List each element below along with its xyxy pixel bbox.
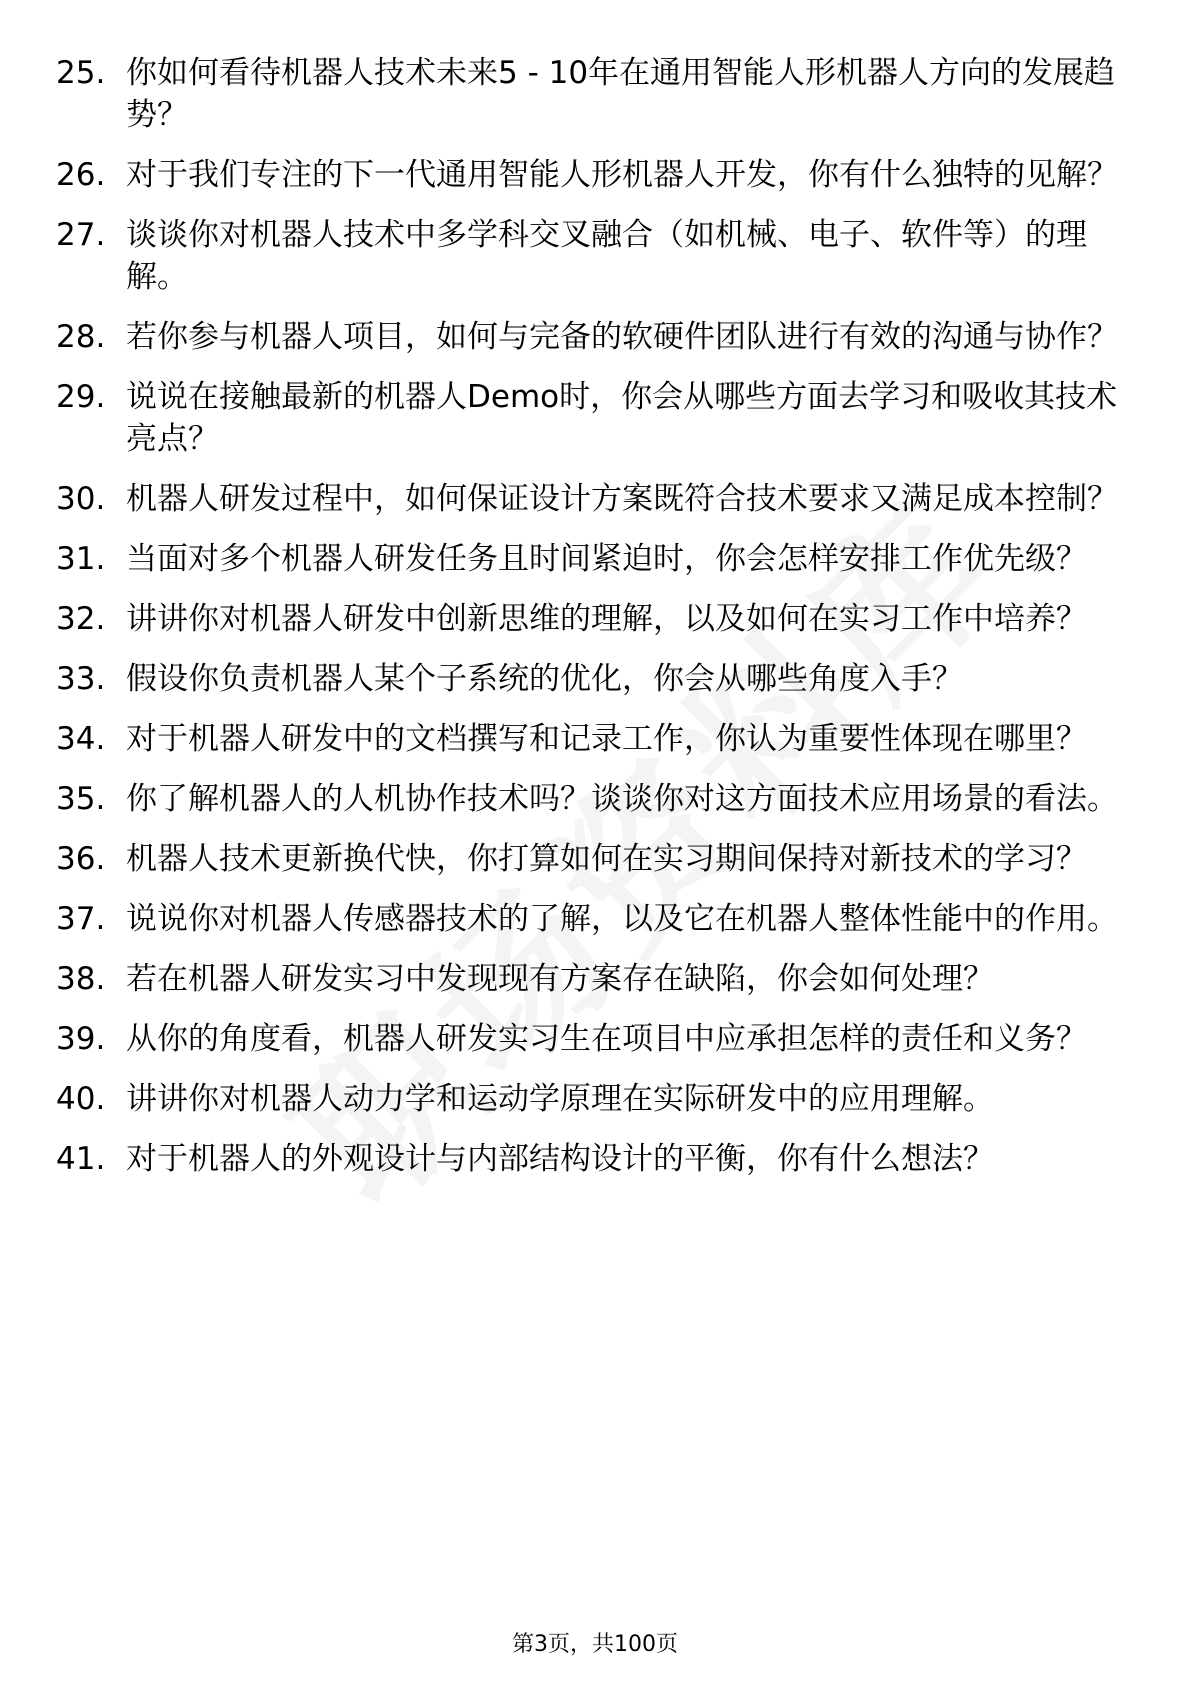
question-text: 你如何看待机器人技术未来5 - 10年在通用智能人形机器人方向的发展趋势？ [126, 55, 1116, 133]
list-item [56, 1078, 1136, 1120]
question-text: 假设你负责机器人某个子系统的优化，你会从哪些角度入手？ [126, 661, 963, 697]
question-text: 若在机器人研发实习中发现现有方案存在缺陷，你会如何处理？ [126, 961, 994, 997]
page-footer: 第3页，共100页 [512, 1632, 678, 1657]
list-item [56, 478, 1136, 520]
question-number: 34. [56, 721, 106, 757]
list-item [56, 778, 1136, 820]
list-item [56, 718, 1136, 760]
question-text: 谈谈你对机器人技术中多学科交叉融合（如机械、电子、软件等）的理解。 [126, 217, 1087, 295]
question-text: 从你的角度看，机器人研发实习生在项目中应承担怎样的责任和义务？ [126, 1021, 1087, 1057]
question-number: 41. [56, 1141, 106, 1177]
question-text: 讲讲你对机器人动力学和运动学原理在实际研发中的应用理解。 [126, 1081, 994, 1117]
list-item [56, 214, 1136, 298]
question-number: 26. [56, 157, 106, 193]
question-number: 31. [56, 541, 106, 577]
question-text: 若你参与机器人项目，如何与完备的软硬件团队进行有效的沟通与协作？ [126, 319, 1118, 355]
list-item [56, 538, 1136, 580]
list-item [56, 1138, 1136, 1180]
list-item [56, 958, 1136, 1000]
question-text: 对于我们专注的下一代通用智能人形机器人开发，你有什么独特的见解？ [126, 157, 1118, 193]
question-number: 29. [56, 379, 106, 415]
list-item [56, 154, 1136, 196]
list-item [56, 838, 1136, 880]
question-text: 对于机器人研发中的文档撰写和记录工作，你认为重要性体现在哪里？ [126, 721, 1087, 757]
question-number: 33. [56, 661, 106, 697]
question-text: 说说在接触最新的机器人Demo时，你会从哪些方面去学习和吸收其技术亮点？ [126, 379, 1118, 457]
question-text: 对于机器人的外观设计与内部结构设计的平衡，你有什么想法？ [126, 1141, 994, 1177]
question-number: 36. [56, 841, 106, 877]
question-number: 38. [56, 961, 106, 997]
question-text: 说说你对机器人传感器技术的了解，以及它在机器人整体性能中的作用。 [126, 901, 1118, 937]
question-number: 25. [56, 55, 106, 91]
list-item [56, 52, 1136, 136]
question-number: 39. [56, 1021, 106, 1057]
list-item [56, 658, 1136, 700]
question-text: 机器人研发过程中，如何保证设计方案既符合技术要求又满足成本控制？ [126, 481, 1118, 517]
list-item [56, 598, 1136, 640]
question-text: 当面对多个机器人研发任务且时间紧迫时，你会怎样安排工作优先级？ [126, 541, 1087, 577]
list-item [56, 1018, 1136, 1060]
question-text: 机器人技术更新换代快，你打算如何在实习期间保持对新技术的学习？ [126, 841, 1087, 877]
question-number: 37. [56, 901, 106, 937]
question-number: 27. [56, 217, 106, 253]
question-text: 讲讲你对机器人研发中创新思维的理解，以及如何在实习工作中培养？ [126, 601, 1087, 637]
question-number: 40. [56, 1081, 106, 1117]
list-item [56, 898, 1136, 940]
list-item [56, 376, 1136, 460]
question-number: 28. [56, 319, 106, 355]
question-text: 你了解机器人的人机协作技术吗？谈谈你对这方面技术应用场景的看法。 [126, 781, 1118, 817]
question-number: 30. [56, 481, 106, 517]
question-number: 35. [56, 781, 106, 817]
question-number: 32. [56, 601, 106, 637]
list-item [56, 316, 1136, 358]
question-list [56, 52, 1136, 1198]
